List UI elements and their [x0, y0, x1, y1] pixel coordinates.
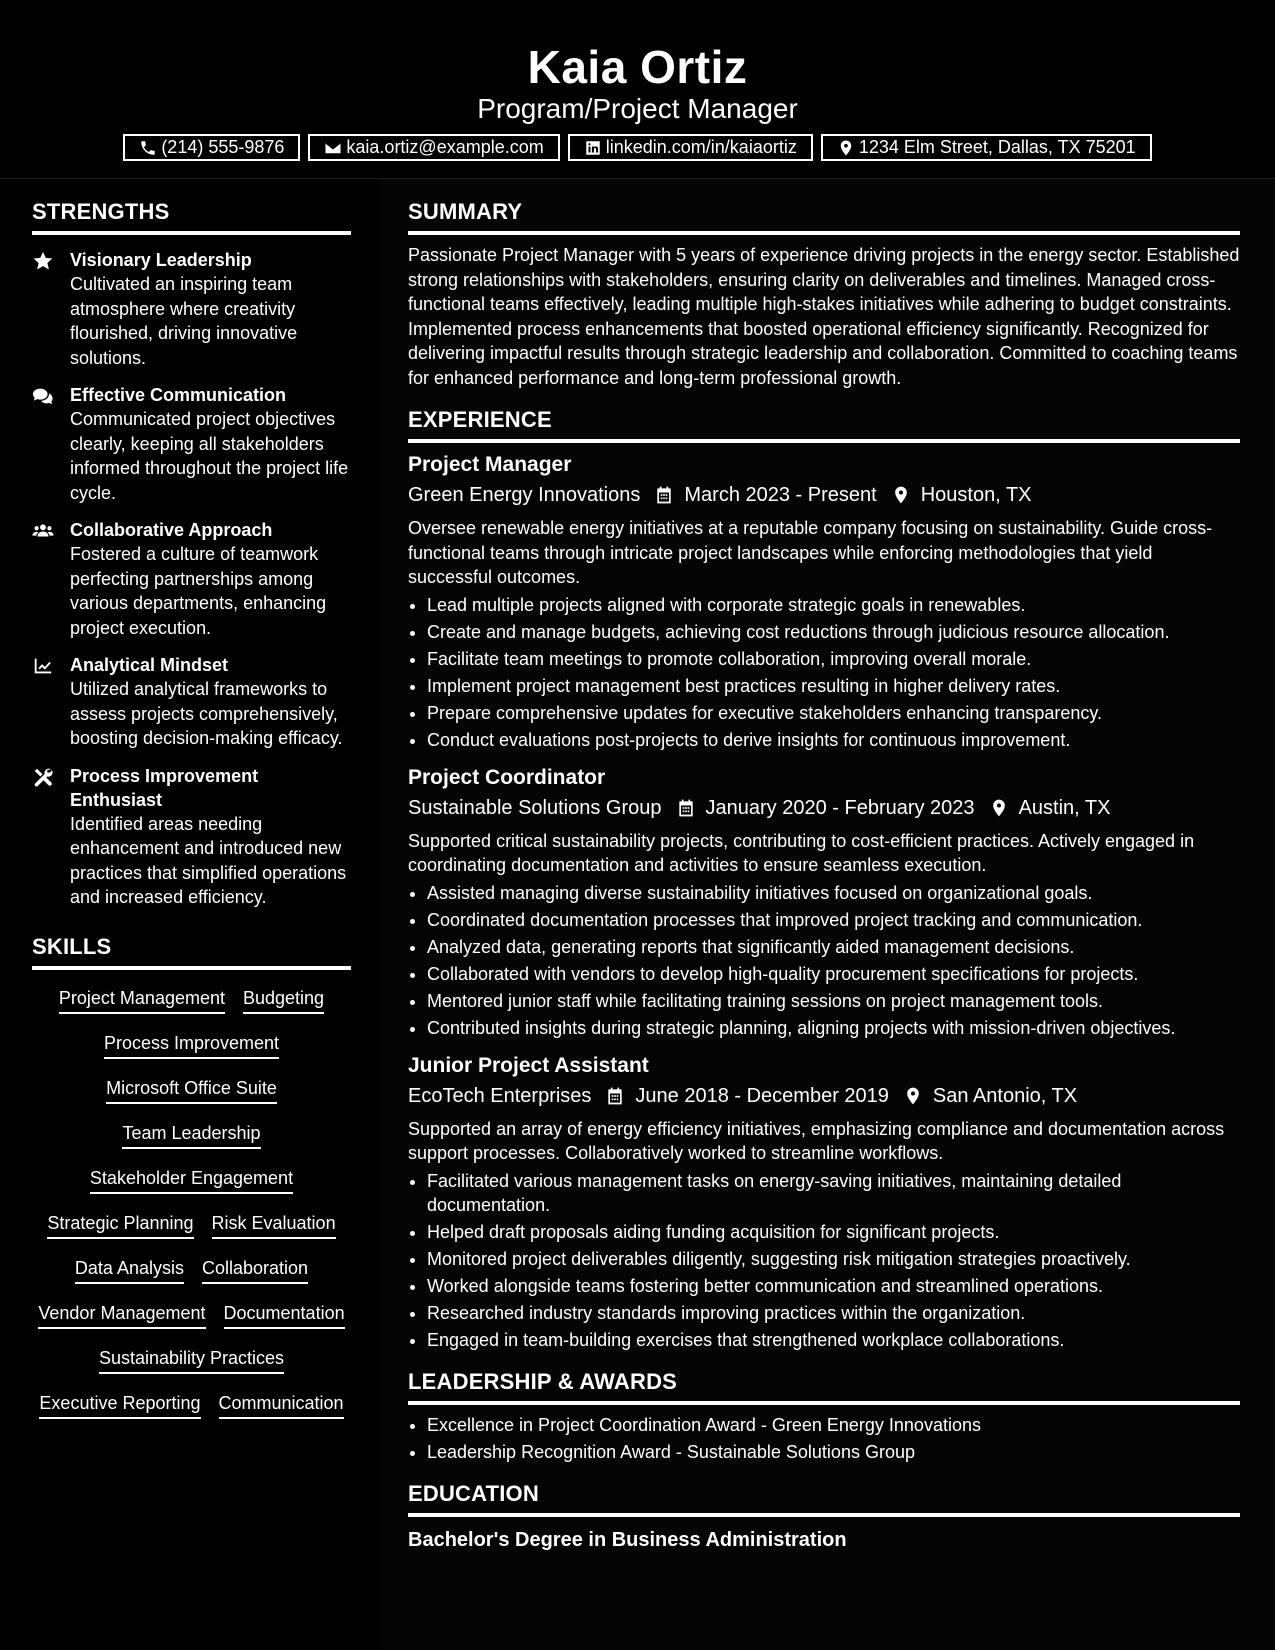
skill-tag: Strategic Planning [47, 1211, 193, 1239]
job-title: Project Manager [408, 453, 572, 476]
left-column [0, 179, 380, 1650]
job-dates: January 2020 - February 2023 [705, 796, 975, 819]
list-item: • Facilitated various management tasks on energy-saving initiatives, maintaining detailed documentation. [427, 1169, 1240, 1217]
strength-title: Visionary Leadership [70, 250, 252, 270]
calendar-icon [605, 1086, 625, 1106]
job-description: Supported an array of energy efficiency initiatives, emphasizing compliance and documentation across support processes. Collaboratively worked to streamline workflows. [408, 1118, 1225, 1163]
right-column [380, 179, 1275, 1650]
list-item: • Implement project management best practices resulting in higher delivery rates. [427, 674, 1240, 698]
skill-tag: Sustainability Practices [99, 1346, 284, 1374]
linkedin-icon [584, 139, 602, 157]
list-item: • Researched industry standards improving practices within the organization. [427, 1301, 1240, 1325]
contact-linkedin[interactable] [568, 134, 813, 161]
strength-desc: Utilized analytical frameworks to assess projects comprehensively, boosting decision-making efficacy. [70, 679, 343, 748]
skill-tag: Data Analysis [75, 1256, 184, 1284]
skill-tag: Stakeholder Engagement [90, 1166, 293, 1194]
list-item: • Leadership Recognition Award - Sustainable Solutions Group [427, 1440, 1240, 1464]
job-dates: June 2018 - December 2019 [635, 1084, 889, 1107]
skill-tag: Process Improvement [104, 1031, 279, 1059]
person-name: Kaia Ortiz [527, 41, 748, 93]
contact-phone[interactable] [123, 134, 300, 161]
calendar-icon [654, 485, 674, 505]
job-entry [408, 452, 1240, 752]
tools-icon [32, 766, 54, 788]
list-item: • Worked alongside teams fostering better communication and streamlined operations. [427, 1274, 1240, 1298]
summary-heading: SUMMARY [408, 199, 1240, 235]
skill-tag: Vendor Management [38, 1301, 205, 1329]
company-name: Green Energy Innovations [408, 484, 641, 506]
job-title: Junior Project Assistant [408, 1053, 649, 1077]
strength-desc: Communicated project objectives clearly, keeping all stakeholders informed throughout the project life cycle. [70, 409, 349, 503]
skill-tag: Executive Reporting [39, 1391, 200, 1419]
company-name: EcoTech Enterprises [408, 1084, 592, 1107]
strength-title: Process Improvement Enthusiast [70, 765, 259, 810]
map-pin-icon [891, 485, 911, 505]
map-pin-icon [837, 139, 855, 157]
strength-title: Analytical Mindset [70, 655, 229, 675]
strength-item [32, 248, 351, 370]
contact-linkedin-text: linkedin.com/in/kaiaortiz [605, 137, 797, 157]
education-degree: Bachelor's Degree in Business Administration [408, 1528, 847, 1551]
skill-tag: Team Leadership [122, 1121, 260, 1149]
list-item: • Coordinated documentation processes that improved project tracking and communication. [427, 908, 1240, 932]
job-bullets [408, 593, 1240, 752]
map-pin-icon [903, 1086, 923, 1106]
envelope-icon [324, 139, 342, 157]
list-item: • Excellence in Project Coordination Award - Green Energy Innovations [427, 1413, 1240, 1437]
contact-phone-text: (214) 555-9876 [161, 137, 285, 157]
strength-desc: Identified areas needing enhancement and introduced new practices that simplified operations and increased efficiency. [70, 813, 347, 907]
job-location: San Antonio, TX [932, 1084, 1078, 1107]
strength-title: Collaborative Approach [70, 520, 273, 540]
map-pin-icon [989, 798, 1009, 818]
skills-section [32, 934, 351, 1419]
job-entry [408, 765, 1240, 1040]
job-location: Houston, TX [920, 484, 1032, 506]
skill-tag: Documentation [224, 1301, 345, 1329]
list-item: • Contributed insights during strategic planning, aligning projects with mission-driven objectives. [427, 1016, 1240, 1040]
strength-item [32, 518, 351, 640]
experience-heading: EXPERIENCE [408, 407, 1240, 443]
strengths-heading: STRENGTHS [32, 199, 351, 235]
skills-heading: SKILLS [32, 934, 351, 970]
list-item: • Facilitate team meetings to promote collaboration, improving overall morale. [427, 647, 1240, 671]
contact-email[interactable] [308, 134, 559, 161]
calendar-icon [676, 798, 696, 818]
users-icon [32, 520, 54, 542]
phone-icon [139, 139, 157, 157]
skill-tag: Communication [219, 1391, 344, 1419]
list-item: • Monitored project deliverables diligently, suggesting risk mitigation strategies proactively. [427, 1247, 1240, 1271]
contact-address[interactable] [821, 134, 1152, 161]
list-item: • Prepare comprehensive updates for executive stakeholders enhancing transparency. [427, 701, 1240, 725]
list-item: • Assisted managing diverse sustainability initiatives focused on organizational goals. [427, 881, 1240, 905]
summary-text: Passionate Project Manager with 5 years of experience driving projects in the energy sector. Established strong relationships with stakeholders, ensuring clarity on deliverables and timelines. Managed cross-functional teams effectively, leading multiple high-stakes initiatives while adhering to budget constraints. Implemented process enhancements that boosted operational efficiency significantly. Recognized for delivering impactful results through strategic leadership and collaboration. Committed to coaching teams for enhanced performance and long-term professional growth. [408, 245, 1240, 388]
strength-desc: Cultivated an inspiring team atmosphere where creativity flourished, driving innovative solutions. [70, 274, 298, 368]
awards-list [408, 1413, 1240, 1464]
list-item: • Conduct evaluations post-projects to derive insights for continuous improvement. [427, 728, 1240, 752]
strength-item [32, 764, 351, 910]
strength-desc: Fostered a culture of teamwork perfecting partnerships among various departments, enhancing project execution. [70, 544, 327, 638]
job-entry [408, 1053, 1240, 1352]
chart-line-icon [32, 655, 54, 677]
skill-tag: Collaboration [202, 1256, 308, 1284]
contact-bar [0, 134, 1275, 161]
list-item: • Create and manage budgets, achieving cost reductions through judicious resource allocation. [427, 620, 1240, 644]
list-item: • Helped draft proposals aiding funding acquisition for significant projects. [427, 1220, 1240, 1244]
skill-tag: Microsoft Office Suite [106, 1076, 277, 1104]
strength-item [32, 383, 351, 505]
list-item: • Mentored junior staff while facilitating training sessions on project management tools. [427, 989, 1240, 1013]
list-item: • Analyzed data, generating reports that significantly aided management decisions. [427, 935, 1240, 959]
contact-address-text: 1234 Elm Street, Dallas, TX 75201 [858, 137, 1136, 157]
skill-tag: Risk Evaluation [212, 1211, 336, 1239]
job-description: Supported critical sustainability projects, contributing to cost-efficient practices. Actively engaged in coordinating documentation and activities to ensure seamless execution. [408, 830, 1195, 875]
job-dates: March 2023 - Present [684, 484, 877, 506]
job-headline: Program/Project Manager [477, 93, 798, 124]
contact-email-text: kaia.ortiz@example.com [346, 137, 544, 157]
skill-tag: Budgeting [243, 986, 324, 1014]
skill-tag: Project Management [59, 986, 225, 1014]
job-description: Oversee renewable energy initiatives at a reputable company focusing on sustainability. Guide cross-functional teams through intricate project landscapes while enforcing methodologies that yield successful outcomes. [408, 518, 1213, 587]
skills-list [32, 986, 351, 1419]
job-location: Austin, TX [1018, 796, 1111, 819]
list-item: • Collaborated with vendors to develop high-quality procurement specifications for projects. [427, 962, 1240, 986]
job-bullets [408, 881, 1240, 1040]
star-icon [32, 250, 54, 272]
list-item: • Engaged in team-building exercises that strengthened workplace collaborations. [427, 1328, 1240, 1352]
job-bullets [408, 1169, 1240, 1352]
job-title: Project Coordinator [408, 765, 606, 789]
strength-title: Effective Communication [70, 385, 287, 405]
list-item: • Lead multiple projects aligned with corporate strategic goals in renewables. [427, 593, 1240, 617]
education-heading: EDUCATION [408, 1481, 1240, 1517]
awards-heading: LEADERSHIP & AWARDS [408, 1369, 1240, 1405]
comments-icon [32, 385, 54, 407]
strength-item [32, 653, 351, 751]
company-name: Sustainable Solutions Group [408, 796, 662, 819]
resume-header [0, 0, 1275, 179]
